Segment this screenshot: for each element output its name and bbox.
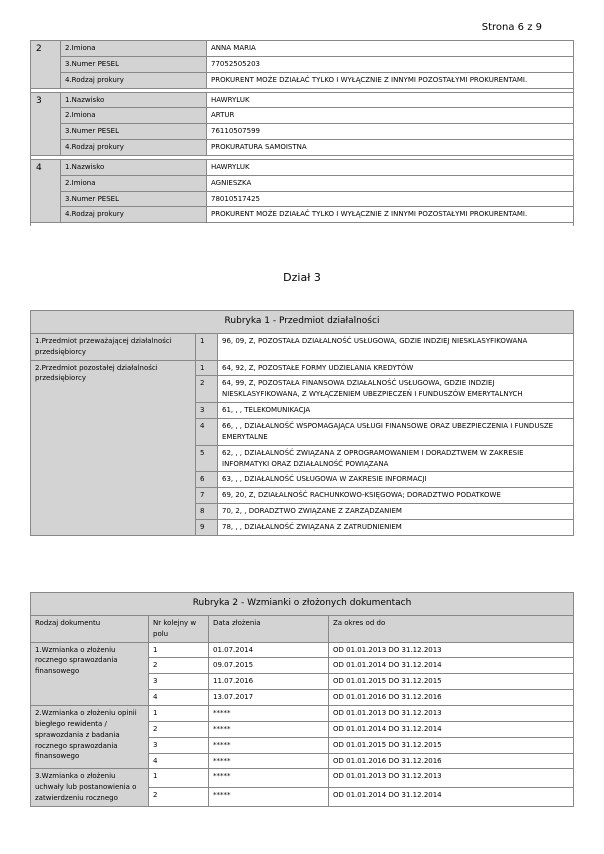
rubryka1-table [30, 310, 574, 536]
document-date: ***** [209, 769, 329, 788]
field-label: 4.Rodzaj prokury [61, 207, 207, 223]
activity-number: 7 [196, 488, 218, 504]
document-number: 2 [149, 788, 209, 807]
field-label: 3.Numer PESEL [61, 56, 207, 72]
document-period: OD 01.01.2014 DO 31.12.2014 [329, 788, 574, 807]
activity-row [31, 333, 574, 360]
person-row [31, 207, 574, 223]
document-period: OD 01.01.2013 DO 31.12.2013 [329, 642, 574, 658]
activity-number: 6 [196, 472, 218, 488]
activity-text: 64, 92, Z, POZOSTAŁE FORMY UDZIELANIA KREDYTÓW [218, 360, 574, 376]
field-label: 2.Imiona [61, 41, 207, 57]
person-row [31, 159, 574, 175]
field-label: 3.Numer PESEL [61, 124, 207, 140]
activity-number: 5 [196, 445, 218, 472]
document-date: ***** [209, 721, 329, 737]
field-value: 77052505203 [207, 56, 574, 72]
field-label: 2.Imiona [61, 175, 207, 191]
field-label: 4.Rodzaj prokury [61, 72, 207, 88]
document-number: 2 [149, 658, 209, 674]
document-number: 3 [149, 737, 209, 753]
activity-text: 96, 09, Z, POZOSTAŁA DZIAŁALNOŚĆ USŁUGOWA, GDZIE INDZIEJ NIESKLASYFIKOWANA [218, 333, 574, 360]
document-number: 1 [149, 642, 209, 658]
document-date: ***** [209, 788, 329, 807]
section-title: Dział 3 [283, 271, 321, 284]
document-type: 1.Wzmianka o złożeniu rocznego sprawozdania finansowego [31, 642, 149, 705]
person-row [31, 140, 574, 156]
col-header: Rodzaj dokumentu [31, 615, 149, 642]
activity-text: 64, 99, Z, POZOSTAŁA FINANSOWA DZIAŁALNOŚĆ USŁUGOWA, GDZIE INDZIEJ NIESKLASYFIKOWANA, Z WYŁĄCZENIEM UBEZPIECZEŃ I FUNDUSZÓW EMERYTALNYCH [218, 376, 574, 403]
row-gap [31, 223, 574, 227]
document-row [31, 706, 574, 722]
activity-number: 1 [196, 360, 218, 376]
field-value: PROKURENT MOŻE DZIAŁAĆ TYLKO I WYŁĄCZNIE Z INNYMI POZOSTAŁYMI PROKURENTAMI. [207, 207, 574, 223]
person-row [31, 56, 574, 72]
rubryka1-title: Rubryka 1 - Przedmiot działalności [31, 311, 574, 334]
activity-group-label: 1.Przedmiot przeważającej działalności przedsiębiorcy [31, 333, 196, 360]
field-label: 2.Imiona [61, 108, 207, 124]
document-date: 09.07.2015 [209, 658, 329, 674]
activity-group-label: 2.Przedmiot pozostałej działalności przedsiębiorcy [31, 360, 196, 535]
document-date: 11.07.2016 [209, 674, 329, 690]
document-period: OD 01.01.2015 DO 31.12.2015 [329, 737, 574, 753]
document-number: 2 [149, 721, 209, 737]
document-row [31, 642, 574, 658]
field-label: 1.Nazwisko [61, 92, 207, 108]
document-type: 3.Wzmianka o złożeniu uchwały lub postanowienia o zatwierdzeniu rocznego [31, 769, 149, 807]
activity-row [31, 360, 574, 376]
person-row [31, 175, 574, 191]
person-row [31, 72, 574, 88]
document-period: OD 01.01.2015 DO 31.12.2015 [329, 674, 574, 690]
field-value: HAWRYLUK [207, 92, 574, 108]
activity-text: 63, , , DZIAŁALNOŚĆ USŁUGOWA W ZAKRESIE INFORMACJI [218, 472, 574, 488]
document-type: 2.Wzmianka o złożeniu opinii biegłego rewidenta / sprawozdania z badania rocznego sprawozdania finansowego [31, 706, 149, 769]
field-value: AGNIESZKA [207, 175, 574, 191]
person-number: 3 [31, 92, 61, 155]
person-number: 2 [31, 41, 61, 89]
activity-text: 62, , , DZIAŁALNOŚĆ ZWIĄZANA Z OPROGRAMOWANIEM I DORADZTWEM W ZAKRESIE INFORMATYKI ORAZ DZIAŁALNOŚĆ POWIĄZANA [218, 445, 574, 472]
document-date: 13.07.2017 [209, 690, 329, 706]
field-label: 3.Numer PESEL [61, 191, 207, 207]
activity-text: 78, , , DZIAŁALNOŚĆ ZWIĄZANA Z ZATRUDNIENIEM [218, 519, 574, 535]
document-row [31, 769, 574, 788]
person-row [31, 108, 574, 124]
person-row [31, 92, 574, 108]
document-period: OD 01.01.2014 DO 31.12.2014 [329, 658, 574, 674]
activity-number: 8 [196, 504, 218, 520]
rubryka2-title: Rubryka 2 - Wzmianki o złożonych dokumentach [31, 593, 574, 616]
activity-number: 9 [196, 519, 218, 535]
activity-text: 66, , , DZIAŁALNOŚĆ WSPOMAGAJĄCA USŁUGI FINANSOWE ORAZ UBEZPIECZENIA I FUNDUSZE EMERYTALNE [218, 419, 574, 446]
person-row [31, 191, 574, 207]
col-header: Data złożenia [209, 615, 329, 642]
document-date: ***** [209, 753, 329, 769]
activity-number: 4 [196, 419, 218, 446]
col-header: Za okres od do [329, 615, 574, 642]
document-number: 4 [149, 690, 209, 706]
person-number: 4 [31, 159, 61, 222]
field-value: PROKURATURA SAMOISTNA [207, 140, 574, 156]
field-value: ARTUR [207, 108, 574, 124]
activity-text: 70, 2, , DORADZTWO ZWIĄZANE Z ZARZĄDZANIEM [218, 504, 574, 520]
activity-number: 2 [196, 376, 218, 403]
person-row [31, 41, 574, 57]
document-number: 4 [149, 753, 209, 769]
activity-number: 3 [196, 403, 218, 419]
field-value: 78010517425 [207, 191, 574, 207]
rubryka2-table [30, 592, 574, 807]
field-value: 76110507599 [207, 124, 574, 140]
document-period: OD 01.01.2013 DO 31.12.2013 [329, 706, 574, 722]
document-number: 1 [149, 769, 209, 788]
document-number: 3 [149, 674, 209, 690]
person-row [31, 124, 574, 140]
document-period: OD 01.01.2016 DO 31.12.2016 [329, 753, 574, 769]
field-value: ANNA MARIA [207, 41, 574, 57]
col-header: Nr kolejny w polu [149, 615, 209, 642]
document-period: OD 01.01.2016 DO 31.12.2016 [329, 690, 574, 706]
page-number: Strona 6 z 9 [481, 22, 542, 33]
field-value: HAWRYLUK [207, 159, 574, 175]
document-date: 01.07.2014 [209, 642, 329, 658]
field-label: 1.Nazwisko [61, 159, 207, 175]
document-date: ***** [209, 706, 329, 722]
activity-text: 69, 20, Z, DZIAŁALNOŚĆ RACHUNKOWO-KSIĘGOWA; DORADZTWO PODATKOWE [218, 488, 574, 504]
activity-number: 1 [196, 333, 218, 360]
document-number: 1 [149, 706, 209, 722]
activity-text: 61, , , TELEKOMUNIKACJA [218, 403, 574, 419]
document-period: OD 01.01.2014 DO 31.12.2014 [329, 721, 574, 737]
document-date: ***** [209, 737, 329, 753]
field-label: 4.Rodzaj prokury [61, 140, 207, 156]
prokurent-table [30, 40, 574, 226]
document-period: OD 01.01.2013 DO 31.12.2013 [329, 769, 574, 788]
field-value: PROKURENT MOŻE DZIAŁAĆ TYLKO I WYŁĄCZNIE Z INNYMI POZOSTAŁYMI PROKURENTAMI. [207, 72, 574, 88]
